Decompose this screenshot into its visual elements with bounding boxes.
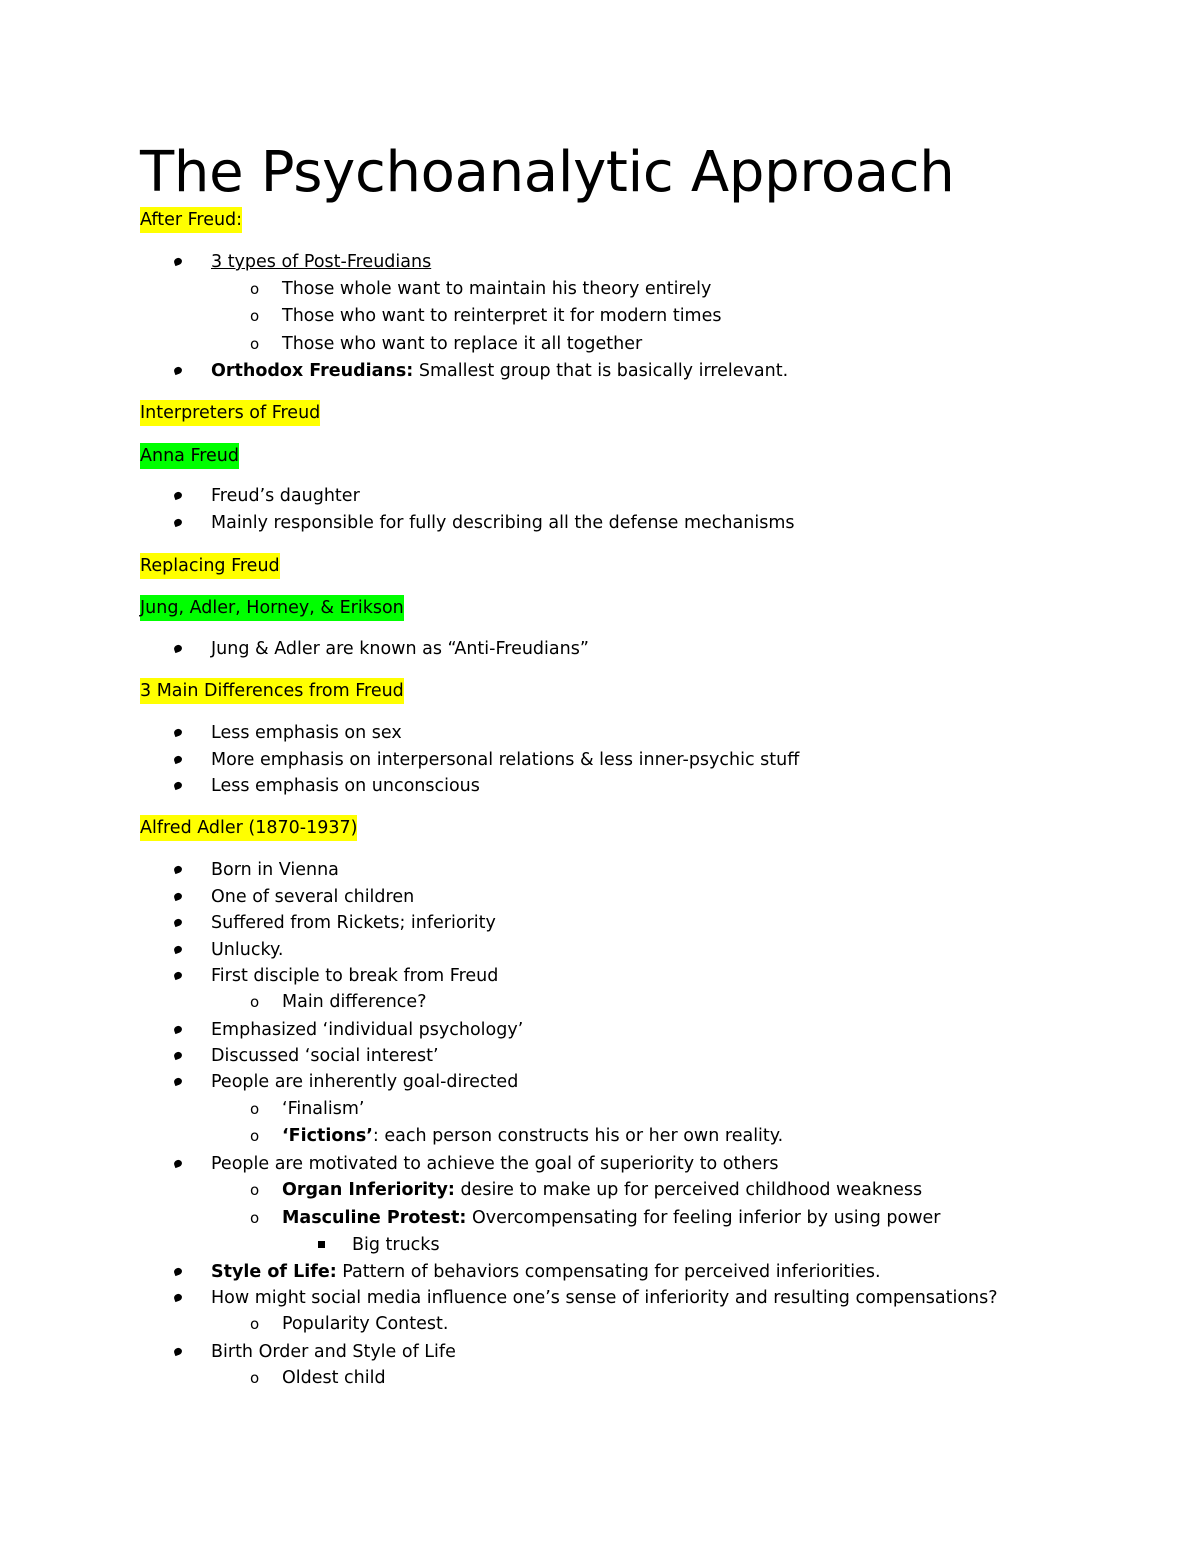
item-text: Emphasized ‘individual psychology’ <box>211 1020 524 1040</box>
item-text: Smallest group that is basically irrelevant. <box>413 361 789 381</box>
item-text: Those who want to reinterpret it for modern times <box>282 306 722 326</box>
item-text: Less emphasis on unconscious <box>211 776 480 796</box>
bullet-icon <box>174 946 183 955</box>
list-item-text <box>211 1285 998 1311</box>
list-item-text <box>282 331 642 357</box>
circle-bullet-icon: o <box>250 335 260 353</box>
bullet-icon <box>174 1026 183 1035</box>
list-item-text <box>211 857 339 883</box>
bullet-icon <box>174 972 183 981</box>
bullet-icon <box>174 866 183 875</box>
list-item-text <box>211 1069 518 1095</box>
list-item-text <box>282 303 722 329</box>
bullet-icon <box>174 893 183 902</box>
item-text: How might social media influence one’s sense of inferiority and resulting compensations? <box>211 1288 998 1308</box>
bullet-icon <box>174 756 183 765</box>
term-label: Organ Inferiority: <box>282 1180 455 1200</box>
item-text: Jung & Adler are known as “Anti-Freudians” <box>211 639 589 659</box>
item-text: ‘Finalism’ <box>282 1099 365 1119</box>
item-text: Main difference? <box>282 992 427 1012</box>
list-item-text <box>211 773 480 799</box>
item-text: Big trucks <box>352 1235 440 1255</box>
item-text: Mainly responsible for fully describing all the defense mechanisms <box>211 513 795 533</box>
item-text: More emphasis on interpersonal relations & less inner-psychic stuff <box>211 750 800 770</box>
list-item-text <box>282 1096 364 1122</box>
bullet-icon <box>174 1294 183 1303</box>
list-item-text <box>211 1259 881 1285</box>
item-text: Overcompensating for feeling inferior by using power <box>466 1208 941 1228</box>
heading-text: After Freud: <box>140 207 242 233</box>
bullet-icon <box>174 645 183 654</box>
bullet-icon <box>174 367 183 376</box>
list-item-text <box>211 1151 779 1177</box>
item-text: People are inherently goal-directed <box>211 1072 519 1092</box>
circle-bullet-icon: o <box>250 1369 260 1387</box>
item-text: desire to make up for perceived childhood weakness <box>454 1180 923 1200</box>
bullet-icon <box>174 919 183 928</box>
list-item-text <box>282 1177 922 1203</box>
term-label: Style of Life: <box>211 1262 337 1282</box>
list-item-text <box>211 636 589 662</box>
item-text: Those whole want to maintain his theory entirely <box>282 279 712 299</box>
list-item-text <box>282 1311 448 1337</box>
bullet-icon <box>174 1078 183 1087</box>
heading-text: Alfred Adler (1870-1937) <box>140 815 357 841</box>
circle-bullet-icon: o <box>250 1181 260 1199</box>
list-item-text <box>211 963 498 989</box>
item-text: Birth Order and Style of Life <box>211 1342 456 1362</box>
bullet-icon <box>174 782 183 791</box>
bullet-icon <box>174 1160 183 1169</box>
term-label: Orthodox Freudians: <box>211 361 414 381</box>
list-item-text <box>282 989 426 1015</box>
item-text: 3 types of Post-Freudians <box>211 252 432 272</box>
bullet-icon <box>174 1268 183 1277</box>
heading-text: 3 Main Differences from Freud <box>140 678 404 704</box>
item-text: Pattern of behaviors compensating for perceived inferiorities. <box>336 1262 881 1282</box>
item-text: Discussed ‘social interest’ <box>211 1046 439 1066</box>
circle-bullet-icon: o <box>250 1100 260 1118</box>
list-item-text <box>282 1365 386 1391</box>
bullet-icon <box>174 492 183 501</box>
heading-text: Interpreters of Freud <box>140 400 320 426</box>
circle-bullet-icon: o <box>250 307 260 325</box>
bullet-icon <box>174 1348 183 1357</box>
circle-bullet-icon: o <box>250 1209 260 1227</box>
heading-text: Replacing Freud <box>140 553 280 579</box>
list-item-text <box>211 1339 456 1365</box>
page-title: The Psychoanalytic Approach <box>140 140 955 205</box>
list-item-text <box>211 747 799 773</box>
list-item-text <box>211 483 360 509</box>
term-label: Masculine Protest: <box>282 1208 467 1228</box>
item-text: Popularity Contest. <box>282 1314 449 1334</box>
list-item-text <box>352 1232 440 1258</box>
circle-bullet-icon: o <box>250 1315 260 1333</box>
list-item-text <box>282 1123 783 1149</box>
circle-bullet-icon: o <box>250 993 260 1011</box>
item-text: : each person constructs his or her own reality. <box>372 1126 784 1146</box>
heading-text: Jung, Adler, Horney, & Erikson <box>140 595 404 621</box>
item-text: One of several children <box>211 887 415 907</box>
list-item-text <box>211 937 283 963</box>
item-text: Those who want to replace it all together <box>282 334 643 354</box>
list-item-text <box>282 276 711 302</box>
list-item-text <box>211 910 496 936</box>
item-text: First disciple to break from Freud <box>211 966 499 986</box>
item-text: Less emphasis on sex <box>211 723 402 743</box>
list-item-text <box>211 1017 523 1043</box>
item-text: Freud’s daughter <box>211 486 360 506</box>
bullet-icon <box>174 729 183 738</box>
square-bullet-icon <box>318 1241 325 1248</box>
item-text: Suffered from Rickets; inferiority <box>211 913 496 933</box>
item-text: People are motivated to achieve the goal of superiority to others <box>211 1154 779 1174</box>
bullet-icon <box>174 258 183 267</box>
circle-bullet-icon: o <box>250 1127 260 1145</box>
item-text: Born in Vienna <box>211 860 339 880</box>
item-text: Unlucky. <box>211 940 284 960</box>
heading-text: Anna Freud <box>140 443 239 469</box>
list-item-text <box>282 1205 941 1231</box>
bullet-icon <box>174 1052 183 1061</box>
bullet-icon <box>174 519 183 528</box>
list-item-text <box>211 884 414 910</box>
term-label: ‘Fictions’ <box>282 1126 373 1146</box>
list-item-text <box>211 510 794 536</box>
list-item-text <box>211 1043 439 1069</box>
list-item-text <box>211 358 788 384</box>
circle-bullet-icon: o <box>250 280 260 298</box>
list-item-text <box>211 720 402 746</box>
item-text: Oldest child <box>282 1368 386 1388</box>
list-item-text <box>211 249 431 275</box>
